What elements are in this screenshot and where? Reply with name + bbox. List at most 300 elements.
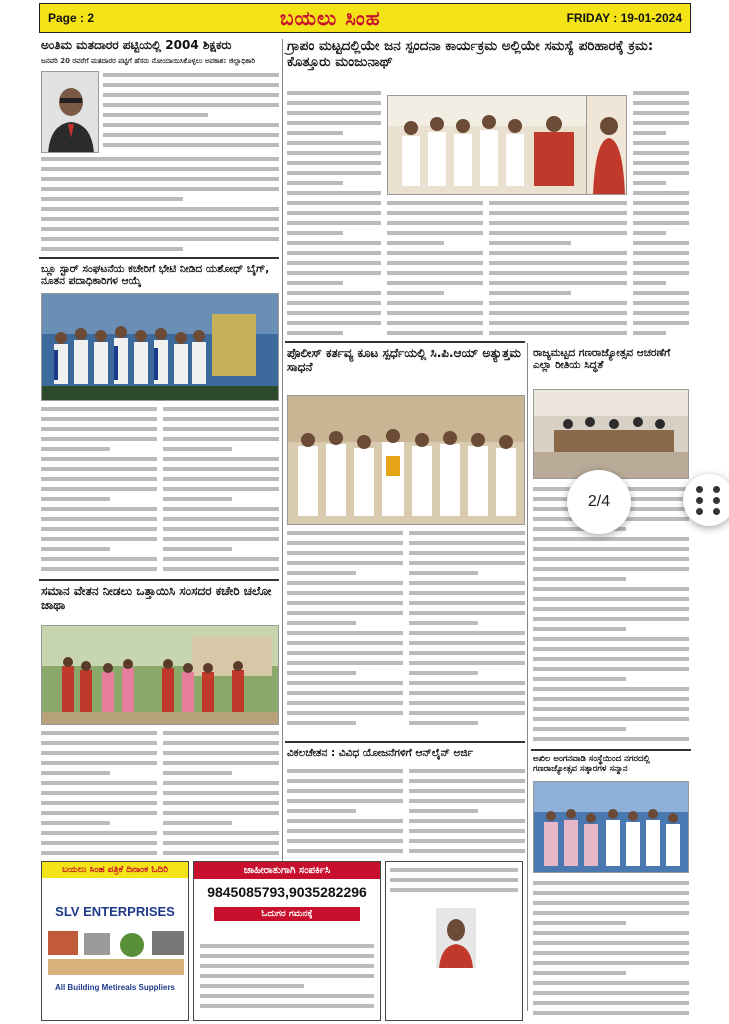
text-line — [287, 271, 381, 275]
text-line — [633, 141, 689, 145]
text-line — [287, 311, 381, 315]
text-line — [287, 581, 403, 585]
text-line — [633, 201, 689, 205]
text-line — [387, 261, 483, 265]
page-indicator-button[interactable] — [567, 470, 631, 534]
text-line — [409, 701, 525, 705]
text-line — [163, 437, 279, 441]
text-line — [387, 291, 444, 295]
text-line — [633, 131, 666, 135]
text-line — [103, 73, 279, 77]
text-line — [533, 891, 689, 895]
anganwadi-photo — [533, 781, 689, 873]
text-line — [287, 789, 403, 793]
text-line — [533, 971, 626, 975]
text-line — [287, 601, 403, 605]
text-line — [41, 831, 157, 835]
text-line — [41, 407, 157, 411]
text-line — [533, 627, 626, 631]
text-line — [163, 457, 279, 461]
text-line — [489, 281, 627, 285]
headline-bluestar: ಬ್ಲೂ ಸ್ಟಾರ್ ಸಂಘಟನೆಯ ಕಚೇರಿಗೆ ಭೇಟಿ ನೀಡಿದ ಯಶೋಧ್ ಬೈಗ್, ನೂತನ ಪದಾಧಿಕಾರಿಗಳ ಆಯ್ಕೆ — [41, 263, 270, 288]
text-line — [633, 161, 689, 165]
text-line — [163, 407, 279, 411]
body-text — [41, 405, 157, 573]
text-line — [633, 331, 666, 335]
headline-republic: ರಾಜ್ಯಮಟ್ಟದ ಗಣರಾಜ್ಯೋತ್ಸವ ಆಚರಣೆಗೆ ಎಲ್ಲಾ ರೀತಿಯ ಸಿದ್ಧತೆ — [533, 347, 671, 372]
text-line — [409, 711, 525, 715]
section-rule — [39, 257, 279, 259]
text-line — [533, 727, 626, 731]
text-line — [200, 944, 374, 948]
meeting-hall-photo-image — [534, 390, 689, 479]
text-line — [163, 831, 279, 835]
ad-company-name: SLV ENTERPRISES — [55, 904, 175, 919]
text-line — [633, 261, 689, 265]
text-line — [533, 587, 689, 591]
text-line — [163, 467, 279, 471]
text-line — [533, 567, 689, 571]
text-line — [200, 984, 304, 988]
text-line — [489, 321, 627, 325]
text-line — [409, 839, 525, 843]
notice-text-block — [200, 942, 374, 1014]
text-line — [163, 557, 279, 561]
text-line — [533, 537, 689, 541]
text-line — [287, 641, 403, 645]
text-line — [163, 517, 279, 521]
text-line — [533, 657, 689, 661]
text-line — [409, 611, 525, 615]
text-line — [287, 171, 381, 175]
text-line — [287, 701, 403, 705]
body-text — [163, 405, 279, 573]
text-line — [409, 721, 478, 725]
text-line — [200, 1004, 374, 1008]
text-line — [409, 681, 525, 685]
text-line — [41, 187, 279, 191]
body-text — [633, 89, 689, 337]
section-rule — [285, 741, 525, 743]
text-line — [409, 789, 525, 793]
text-line — [287, 261, 381, 265]
text-line — [489, 261, 627, 265]
text-line — [533, 717, 689, 721]
text-line — [163, 547, 232, 551]
text-line — [409, 581, 525, 585]
text-line — [163, 477, 279, 481]
text-line — [489, 251, 627, 255]
text-line — [387, 331, 483, 335]
text-line — [41, 447, 110, 451]
text-line — [387, 221, 483, 225]
text-line — [287, 331, 343, 335]
text-line — [409, 809, 478, 813]
text-line — [41, 517, 157, 521]
text-line — [409, 551, 525, 555]
masthead — [39, 3, 691, 33]
text-line — [533, 911, 689, 915]
body-text — [387, 199, 483, 337]
text-line — [287, 561, 403, 565]
text-line — [287, 591, 403, 595]
slv-enterprises-ad — [41, 861, 189, 1021]
body-text — [533, 879, 689, 1019]
text-line — [41, 821, 110, 825]
official-notice-ad — [385, 861, 523, 1021]
text-line — [533, 667, 689, 671]
ad-contact-title: ಜಾಹೀರಾತುಗಾಗಿ ಸಂಪರ್ಕಿಸಿ — [194, 862, 380, 879]
text-line — [287, 121, 381, 125]
text-line — [163, 801, 279, 805]
newspaper-title: ಬಯಲು ಸಿಂಹ — [280, 6, 381, 30]
text-line — [533, 941, 689, 945]
text-line — [533, 961, 689, 965]
text-line — [387, 301, 483, 305]
text-line — [287, 551, 403, 555]
text-line — [163, 537, 279, 541]
text-line — [287, 281, 343, 285]
text-line — [163, 781, 279, 785]
text-line — [41, 811, 157, 815]
text-line — [287, 721, 356, 725]
text-line — [103, 93, 279, 97]
text-line — [41, 741, 157, 745]
text-line — [489, 331, 627, 335]
text-line — [633, 231, 666, 235]
body-text — [163, 729, 279, 857]
text-line — [409, 779, 525, 783]
text-line — [41, 557, 157, 561]
issue-date: FRIDAY : 19-01-2024 — [566, 11, 682, 25]
text-line — [287, 131, 343, 135]
text-line — [163, 821, 232, 825]
text-line — [287, 201, 381, 205]
text-line — [200, 954, 374, 958]
text-line — [409, 799, 525, 803]
group-photo-image — [42, 294, 279, 401]
text-line — [287, 541, 403, 545]
text-line — [41, 801, 157, 805]
text-line — [287, 241, 381, 245]
text-line — [533, 687, 689, 691]
text-line — [103, 83, 279, 87]
headline-disabled: ವಿಕಲಚೇತನ : ವಿವಿಧ ಯೋಜನೆಗಳಿಗೆ ಆನ್‌ಲೈನ್ ಅರ್ಜಿ — [287, 747, 473, 759]
text-line — [287, 779, 403, 783]
text-line — [41, 157, 279, 161]
column-divider — [527, 343, 528, 1011]
text-line — [387, 271, 483, 275]
ad-contact-phones: 9845085793,9035282296 — [207, 884, 367, 900]
text-line — [489, 231, 627, 235]
text-line — [489, 211, 627, 215]
text-line — [287, 621, 356, 625]
text-line — [163, 741, 279, 745]
text-line — [163, 527, 279, 531]
text-line — [287, 839, 403, 843]
text-line — [533, 677, 626, 681]
text-line — [489, 201, 627, 205]
text-line — [633, 321, 689, 325]
text-line — [163, 487, 279, 491]
section-rule — [39, 579, 279, 581]
text-line — [41, 417, 157, 421]
text-line — [163, 771, 232, 775]
text-line — [387, 201, 483, 205]
text-line — [200, 964, 374, 968]
text-line — [287, 231, 343, 235]
text-line — [387, 231, 483, 235]
text-line — [533, 737, 689, 741]
body-text — [287, 529, 403, 729]
text-line — [633, 221, 689, 225]
body-text — [409, 767, 525, 859]
text-line — [390, 878, 518, 882]
text-line — [633, 281, 666, 285]
text-line — [533, 577, 626, 581]
headline-anganwadi: ಅಖಿಲ ಅಂಗನವಾಡಿ ಸಂಸ್ಥೆಯಿಂದ ನಗರದಲ್ಲಿ ಗಣರಾಜ್ಯೋತ್ಸವ ಸತ್ಕಾರಗಳ ಸನ್ಮಾನ — [533, 754, 650, 774]
text-line — [489, 311, 627, 315]
text-line — [287, 181, 343, 185]
text-line — [287, 291, 381, 295]
text-line — [387, 281, 483, 285]
text-line — [533, 1011, 689, 1015]
body-text — [287, 89, 381, 337]
menu-grid-icon[interactable] — [683, 474, 729, 526]
text-line — [287, 571, 356, 575]
text-line — [41, 427, 157, 431]
text-line — [533, 921, 626, 925]
text-line — [633, 91, 689, 95]
text-line — [533, 901, 689, 905]
janaspandana-photo — [387, 95, 587, 195]
headline-janaspandana: ಗ್ರಾಪಂ ಮಟ್ಟದಲ್ಲಿಯೇ ಜನ ಸ್ಪಂದನಾ ಕಾರ್ಯಕ್ರಮ ಅಲ್ಲಿಯೇ ಸಮಸ್ಯೆ ಪರಿಹಾರಕ್ಕೆ ಕ್ರಮ: ಕೊತ್ತೂರು ಮಂಜುನಾಥ್ — [287, 38, 654, 70]
text-line — [287, 321, 381, 325]
text-line — [533, 547, 689, 551]
text-line — [633, 271, 689, 275]
text-line — [633, 301, 689, 305]
text-line — [287, 611, 403, 615]
text-line — [287, 141, 381, 145]
ad-tagline: All Building Metireals Suppliers — [54, 983, 176, 992]
text-line — [387, 211, 483, 215]
text-line — [287, 101, 381, 105]
text-line — [387, 321, 483, 325]
text-line — [41, 567, 157, 571]
headline-salary: ಸಮಾನ ವೇತನ ನೀಡಲು ಒತ್ತಾಯಿಸಿ ಸಂಸದರ ಕಚೇರಿ ಚಲೋ ಜಾಥಾ — [41, 584, 272, 612]
text-line — [409, 849, 525, 853]
portrait-photo — [41, 71, 99, 153]
text-line — [489, 291, 571, 295]
text-line — [489, 301, 627, 305]
text-line — [41, 467, 157, 471]
salary-photo — [41, 625, 279, 725]
body-text — [287, 767, 403, 859]
text-line — [163, 841, 279, 845]
body-text — [489, 199, 627, 337]
text-line — [41, 841, 157, 845]
text-line — [533, 981, 689, 985]
text-line — [41, 247, 183, 251]
text-line — [489, 221, 627, 225]
section-rule — [531, 749, 691, 751]
text-line — [533, 557, 689, 561]
text-line — [409, 631, 525, 635]
text-line — [287, 809, 356, 813]
subhead-voters: ಜನವರಿ 20 ರವರೆಗೆ ಮತದಾರರ ಪಟ್ಟಿಗೆ ಹೆಸರು ನೋಂದಾಯಿಸಿಕೊಳ್ಳಲು ಅವಕಾಶ: ಜಿಲ್ಲಾಧಿಕಾರಿ — [41, 57, 256, 65]
text-line — [287, 161, 381, 165]
text-line — [633, 211, 689, 215]
text-line — [41, 497, 110, 501]
text-line — [533, 881, 689, 885]
headline-voters: ಅಂತಿಮ ಮತದಾರರ ಪಟ್ಟಿಯಲ್ಲಿ 2004 ಶಿಕ್ಷಕರು — [41, 38, 232, 52]
text-line — [163, 811, 279, 815]
contact-ad — [193, 861, 381, 1021]
text-line — [163, 497, 232, 501]
text-line — [41, 507, 157, 511]
text-line — [163, 417, 279, 421]
page-number: Page : 2 — [48, 11, 95, 25]
text-line — [163, 507, 279, 511]
text-line — [633, 191, 689, 195]
text-line — [533, 617, 689, 621]
text-line — [533, 597, 689, 601]
text-line — [41, 731, 157, 735]
text-line — [41, 177, 279, 181]
text-line — [287, 671, 356, 675]
text-line — [633, 111, 689, 115]
text-line — [533, 1001, 689, 1005]
text-line — [163, 567, 279, 571]
text-line — [287, 301, 381, 305]
text-line — [409, 661, 525, 665]
text-line — [200, 994, 374, 998]
text-line — [409, 531, 525, 535]
readers-notice-title: ಓದುಗರ ಗಮನಕ್ಕೆ — [214, 907, 360, 921]
police-photo — [287, 395, 525, 525]
text-line — [41, 851, 157, 855]
text-line — [409, 561, 525, 565]
text-line — [41, 457, 157, 461]
body-text — [41, 155, 279, 253]
text-line — [287, 769, 403, 773]
text-line — [41, 237, 279, 241]
portrait-image — [42, 72, 99, 153]
republic-photo — [533, 389, 689, 479]
text-line — [287, 819, 403, 823]
text-line — [287, 799, 403, 803]
text-line — [41, 477, 157, 481]
text-line — [633, 121, 689, 125]
text-line — [287, 661, 403, 665]
text-line — [287, 211, 381, 215]
text-line — [287, 111, 381, 115]
page-indicator-label: 2/4 — [587, 493, 611, 510]
text-line — [163, 447, 232, 451]
text-line — [163, 851, 279, 855]
felicitation-photo-image — [534, 782, 689, 873]
text-line — [633, 241, 689, 245]
text-line — [163, 761, 279, 765]
body-text — [103, 71, 279, 153]
text-line — [533, 707, 689, 711]
text-line — [409, 691, 525, 695]
text-line — [633, 311, 689, 315]
text-line — [633, 251, 689, 255]
text-line — [287, 631, 403, 635]
official-portrait-image — [436, 908, 476, 968]
text-line — [409, 601, 525, 605]
text-line — [103, 143, 279, 147]
text-line — [41, 781, 157, 785]
text-line — [533, 697, 689, 701]
text-line — [387, 241, 444, 245]
meeting-photo-image — [388, 96, 587, 195]
text-line — [41, 547, 110, 551]
text-line — [409, 829, 525, 833]
text-line — [533, 647, 689, 651]
text-line — [409, 671, 478, 675]
text-line — [409, 641, 525, 645]
text-line — [287, 691, 403, 695]
text-line — [41, 217, 279, 221]
text-line — [41, 437, 157, 441]
text-line — [409, 541, 525, 545]
text-line — [41, 227, 279, 231]
text-line — [633, 151, 689, 155]
text-line — [41, 771, 110, 775]
text-line — [390, 888, 518, 892]
protest-photo-image — [42, 626, 279, 725]
text-line — [41, 487, 157, 491]
text-line — [409, 621, 478, 625]
text-line — [41, 197, 183, 201]
text-line — [287, 151, 381, 155]
janaspandana-photo-side — [587, 95, 627, 195]
text-line — [489, 271, 627, 275]
text-line — [533, 991, 689, 995]
text-line — [533, 951, 689, 955]
section-rule — [285, 341, 525, 343]
text-line — [103, 113, 208, 117]
text-line — [41, 207, 279, 211]
text-line — [41, 751, 157, 755]
text-line — [633, 181, 666, 185]
notice-text-block — [390, 866, 518, 902]
headline-police: ಪೊಲೀಸ್ ಕರ್ತವ್ಯ ಕೂಟ ಸ್ಪರ್ಧೆಯಲ್ಲಿ ಸಿ.ಪಿ.ಆಯ್ ಅತ್ಯುತ್ತಮ ಸಾಧನೆ — [287, 346, 521, 374]
body-text — [41, 729, 157, 857]
text-line — [287, 681, 403, 685]
text-line — [200, 974, 374, 978]
text-line — [287, 711, 403, 715]
text-line — [287, 849, 403, 853]
text-line — [533, 607, 689, 611]
text-line — [287, 651, 403, 655]
text-line — [533, 637, 689, 641]
text-line — [41, 527, 157, 531]
body-text — [409, 529, 525, 729]
text-line — [287, 829, 403, 833]
text-line — [409, 571, 478, 575]
text-line — [409, 591, 525, 595]
ceremony-photo-image — [288, 396, 525, 525]
text-line — [287, 221, 381, 225]
text-line — [41, 761, 157, 765]
text-line — [287, 191, 381, 195]
text-line — [41, 167, 279, 171]
woman-photo-image — [587, 96, 627, 195]
text-line — [287, 531, 403, 535]
